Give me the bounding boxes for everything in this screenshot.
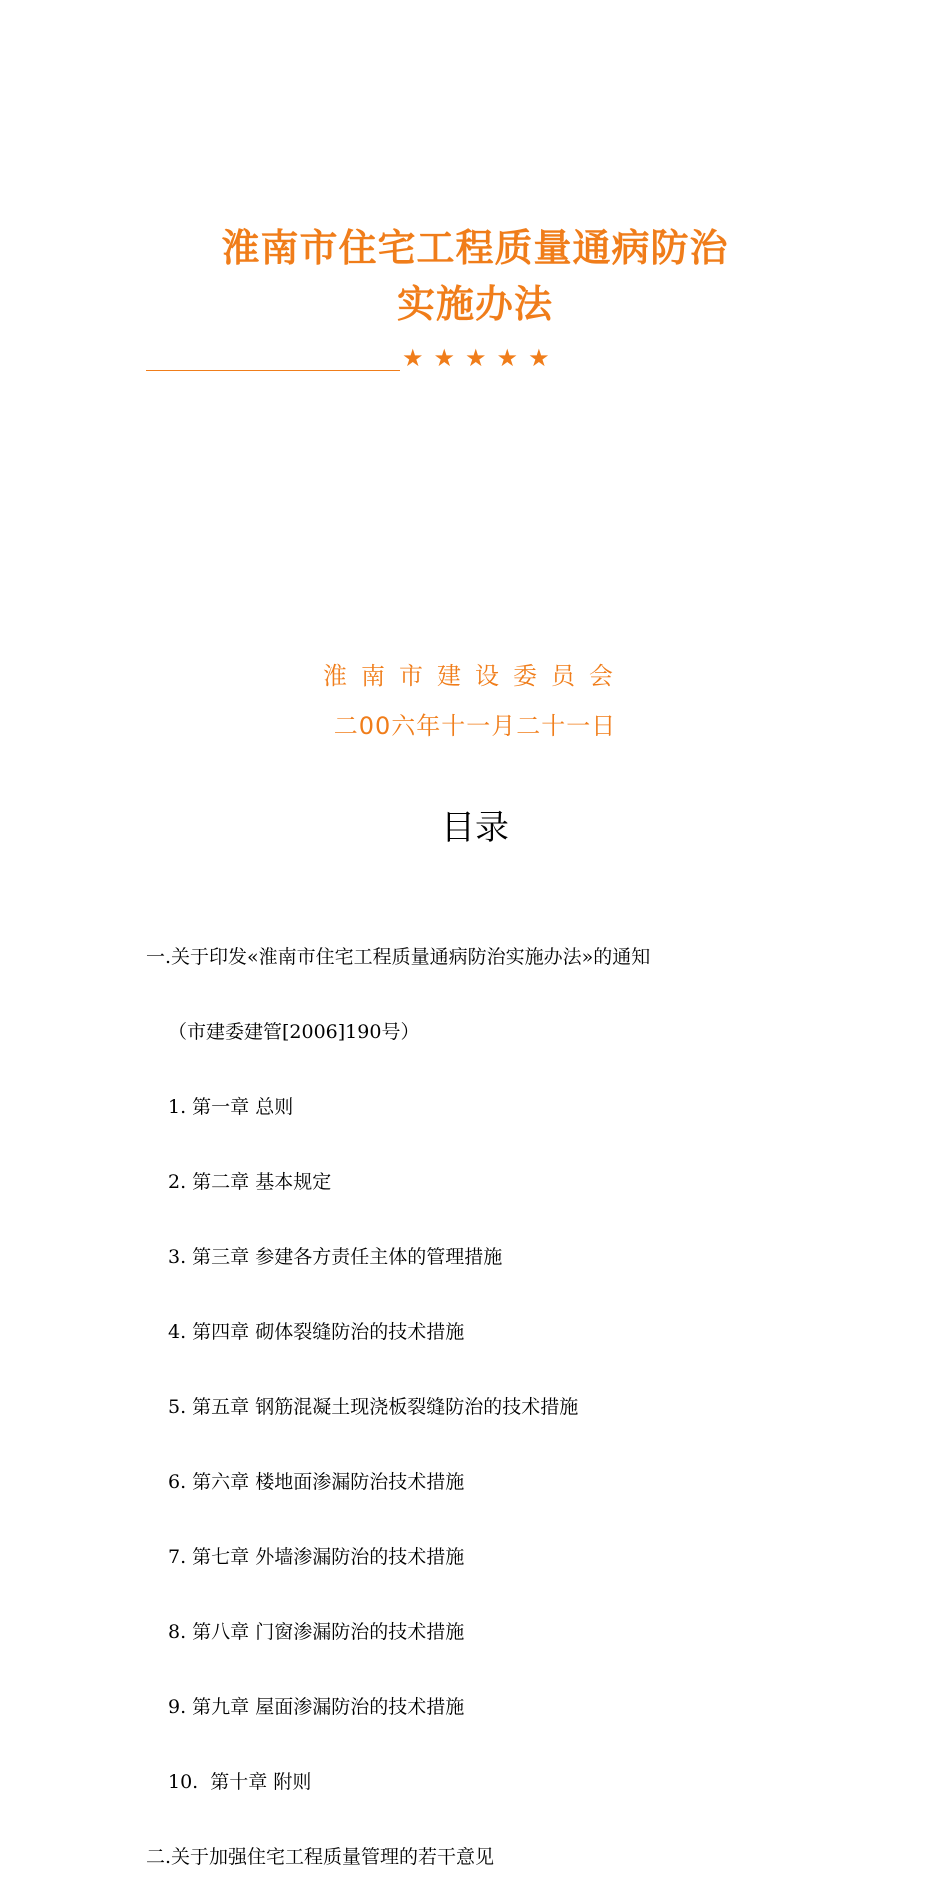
toc-chapter: 6. 第六章 楼地面渗漏防治技术措施 [168,1471,465,1493]
document-title-line1: 淮南市住宅工程质量通病防治 [221,226,729,270]
table-of-contents [146,895,650,1895]
toc-chapter: 9. 第九章 屋面渗漏防治的技术措施 [168,1696,465,1718]
toc-item-1-docnumber: （市建委建管[2006]190号） [168,1021,420,1043]
toc-chapter: 2. 第二章 基本规定 [168,1171,332,1193]
issue-date: 二00六年十一月二十一日 [333,712,617,740]
toc-heading: 目录 [441,808,509,848]
decorative-rule [146,370,400,371]
toc-chapter: 1. 第一章 总则 [168,1096,294,1118]
toc-chapter: 8. 第八章 门窗渗漏防治的技术措施 [168,1621,465,1643]
toc-chapter: 5. 第五章 钢筋混凝土现浇板裂缝防治的技术措施 [168,1396,579,1418]
document-title-line2: 实施办法 [396,282,553,326]
toc-item-1: 一.关于印发«淮南市住宅工程质量通病防治实施办法»的通知 [146,946,651,968]
toc-chapter: 7. 第七章 外墙渗漏防治的技术措施 [168,1546,465,1568]
toc-chapter: 3. 第三章 参建各方责任主体的管理措施 [168,1246,503,1268]
toc-item-2: 二.关于加强住宅工程质量管理的若干意见 [146,1846,495,1868]
star-icons: ★★★★★ [402,344,560,372]
toc-chapter: 10. 第十章 附则 [168,1771,312,1793]
issuing-organization: 淮南市建设委员会 [323,662,627,690]
toc-chapter: 4. 第四章 砌体裂缝防治的技术措施 [168,1321,465,1343]
